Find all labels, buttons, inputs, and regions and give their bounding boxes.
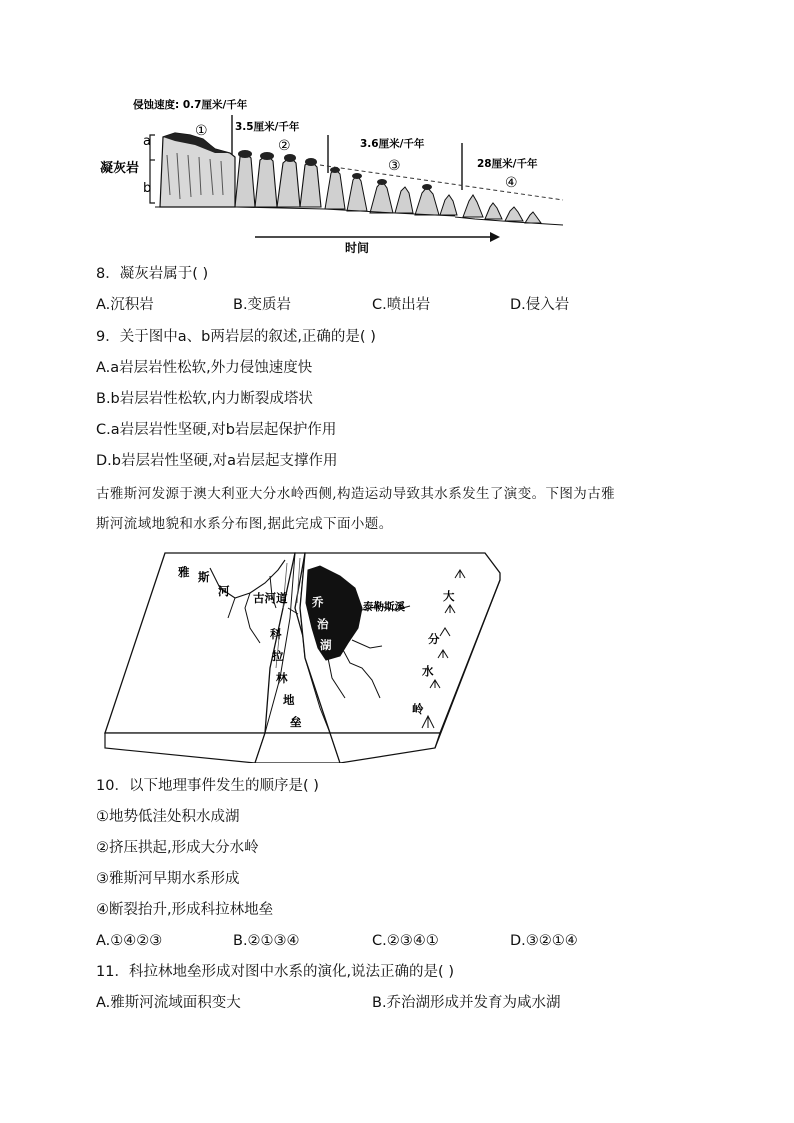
passage-intro <box>96 479 716 539</box>
divide-label-1: 大 <box>443 589 455 603</box>
tuff-erosion-figure <box>95 95 575 255</box>
lake-label-3: 湖 <box>320 638 332 652</box>
question-8-option-c[interactable]: C.喷出岩 <box>372 297 431 313</box>
question-8-option-d[interactable]: D.侵入岩 <box>510 297 570 313</box>
question-10-event-1: ①地势低洼处积水成湖 <box>96 809 240 825</box>
question-10-event-2: ②挤压拱起,形成大分水岭 <box>96 840 259 856</box>
speed-label-1: 侵蚀速度: 0.7厘米/千年 <box>133 99 248 111</box>
question-9-stem: 9．关于图中a、b两岩层的叙述,正确的是( ) <box>96 329 376 345</box>
passage-intro-line-2: 斯河流域地貌和水系分布图,据此完成下面小题。 <box>96 516 393 532</box>
marker-3: ③ <box>388 158 401 174</box>
question-11-stem: 11．科拉林地垒形成对图中水系的演化,说法正确的是( ) <box>96 964 454 980</box>
question-10-event-3: ③雅斯河早期水系形成 <box>96 871 240 887</box>
question-11-option-b[interactable]: B.乔治湖形成并发育为咸水湖 <box>372 995 561 1011</box>
marker-4: ④ <box>505 175 518 191</box>
question-10-stem: 10．以下地理事件发生的顺序是( ) <box>96 778 319 794</box>
rock-label: 凝灰岩 <box>100 161 140 176</box>
question-9-option-b[interactable]: B.b岩层岩性松软,内力断裂成塔状 <box>96 391 313 407</box>
question-9-option-c[interactable]: C.a岩层岩性坚硬,对b岩层起保护作用 <box>96 422 337 438</box>
lake-label-1: 乔 <box>312 595 324 609</box>
question-10-event-4: ④断裂抬升,形成科拉林地垒 <box>96 902 274 918</box>
question-9-option-a[interactable]: A.a岩层岩性松软,外力侵蚀速度快 <box>96 360 313 376</box>
horst-label-4: 地 <box>283 693 295 707</box>
speed-label-3: 3.6厘米/千年 <box>360 138 425 150</box>
river-label-1: 雅 <box>178 565 190 579</box>
question-8-option-b[interactable]: B.变质岩 <box>233 297 292 313</box>
question-10-option-d[interactable]: D.③②①④ <box>510 933 578 949</box>
time-label: 时间 <box>345 241 370 255</box>
river-label-2: 斯 <box>198 570 210 584</box>
marker-2: ② <box>278 138 291 154</box>
layer-a-label: a <box>143 134 151 149</box>
question-10-option-c[interactable]: C.②③④① <box>372 933 439 949</box>
horst-label-5: 垒 <box>290 715 302 729</box>
speed-label-2: 3.5厘米/千年 <box>235 121 300 133</box>
question-9-option-d[interactable]: D.b岩层岩性坚硬,对a岩层起支撑作用 <box>96 453 338 469</box>
question-8-stem: 8．凝灰岩属于( ) <box>96 266 209 282</box>
horst-label-3: 林 <box>276 671 288 685</box>
lake-label-2: 治 <box>317 617 329 631</box>
speed-label-4: 28厘米/千年 <box>477 158 538 170</box>
divide-label-4: 岭 <box>412 702 424 716</box>
river-basin-block-diagram <box>100 548 510 763</box>
horst-label-2: 拉 <box>272 649 284 663</box>
question-10-option-b[interactable]: B.②①③④ <box>233 933 300 949</box>
creek-label: 泰勒斯溪 <box>363 601 405 613</box>
question-11-option-a[interactable]: A.雅斯河流域面积变大 <box>96 995 241 1011</box>
passage-intro-line-1: 古雅斯河发源于澳大利亚大分水岭西侧,构造运动导致其水系发生了演变。下图为古雅 <box>96 486 615 502</box>
old-channel-label: 古河道 <box>253 591 288 605</box>
river-label-3: 河 <box>218 584 230 598</box>
question-8-option-a[interactable]: A.沉积岩 <box>96 297 154 313</box>
divide-label-2: 分 <box>428 632 440 646</box>
horst-label-1: 科 <box>270 627 282 641</box>
question-10-option-a[interactable]: A.①④②③ <box>96 933 163 949</box>
marker-1: ① <box>195 123 208 139</box>
layer-b-label: b <box>143 181 152 196</box>
divide-label-3: 水 <box>422 664 434 678</box>
